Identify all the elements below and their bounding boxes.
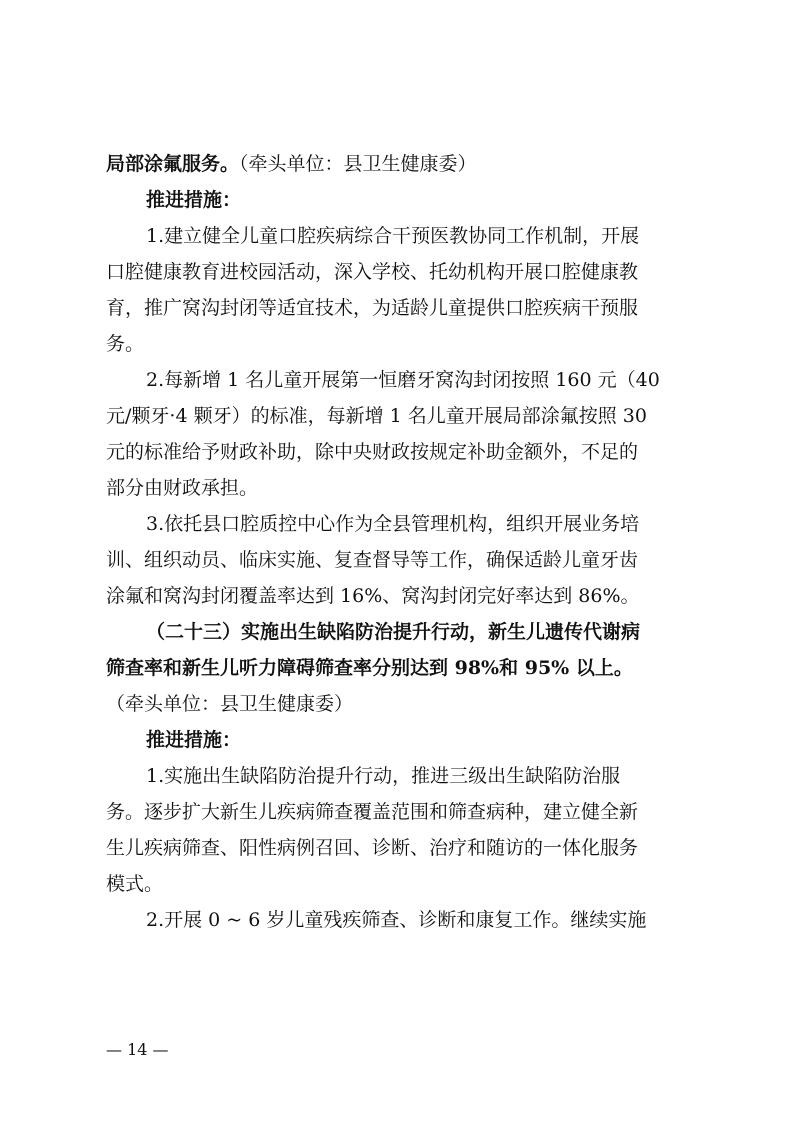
text-run: 育，推广窝沟封闭等适宜技术，为适龄儿童提供口腔疾病干预服 — [106, 297, 639, 319]
text-line — [106, 686, 696, 722]
text-run: 1.建立健全儿童口腔疾病综合干预医教协同工作机制，开展 — [146, 225, 640, 247]
text-line — [106, 218, 696, 254]
section-heading — [106, 722, 696, 758]
text-run: 2.每新增 1 名儿童开展第一恒磨牙窝沟封闭按照 160 元（40 — [146, 369, 660, 391]
text-run: 涂氟和窝沟封闭覆盖率达到 16%、窝沟封闭完好率达到 86%。 — [106, 585, 640, 607]
text-run: 训、组织动员、临床实施、复查督导等工作，确保适龄儿童牙齿 — [106, 549, 639, 571]
text-line — [106, 362, 696, 398]
text-run: 1.实施出生缺陷防治提升行动，推进三级出生缺陷防治服 — [146, 765, 621, 787]
text-line — [106, 434, 696, 470]
section-heading — [106, 614, 696, 650]
text-run: 2.开展 0 ~ 6 岁儿童残疾筛查、诊断和康复工作。继续实施 — [146, 909, 647, 931]
text-run: 推进措施： — [146, 729, 242, 751]
text-line — [106, 794, 696, 830]
text-run: 务。逐步扩大新生儿疾病筛查覆盖范围和筛查病种，建立健全新 — [106, 801, 639, 823]
text-line — [106, 254, 696, 290]
text-line — [106, 470, 696, 506]
text-line — [106, 830, 696, 866]
page-number: — 14 — — [106, 1040, 169, 1059]
text-line — [106, 578, 696, 614]
text-run: 筛查率和新生儿听力障碍筛查率分别达到 98%和 95% 以上。 — [106, 657, 633, 679]
section-heading — [106, 650, 696, 686]
text-run: 推进措施： — [146, 189, 242, 211]
text-run: 模式。 — [106, 873, 164, 895]
text-line — [106, 866, 696, 902]
text-line — [106, 542, 696, 578]
text-line — [106, 146, 696, 182]
section-heading — [106, 182, 696, 218]
text-run: 元的标准给予财政补助，除中央财政按规定补助金额外，不足的 — [106, 441, 639, 463]
text-run: （牵头单位：县卫生健康委） — [106, 693, 354, 715]
text-run: 生儿疾病筛查、阳性病例召回、诊断、治疗和随访的一体化服务 — [106, 837, 639, 859]
text-line — [106, 506, 696, 542]
text-line — [106, 398, 696, 434]
text-run: 元/颗牙·4 颗牙）的标准，每新增 1 名儿童开展局部涂氟按照 30 — [106, 405, 647, 427]
text-line — [106, 326, 696, 362]
text-run: （二十三）实施出生缺陷防治提升行动，新生儿遗传代谢病 — [146, 621, 641, 643]
text-run: 部分由财政承担。 — [106, 477, 259, 499]
text-run: 口腔健康教育进校园活动，深入学校、托幼机构开展口腔健康教 — [106, 261, 639, 283]
text-run: （牵头单位：县卫生健康委） — [239, 153, 477, 175]
text-run: 3.依托县口腔质控中心作为全县管理机构，组织开展业务培 — [146, 513, 640, 535]
text-line — [106, 758, 696, 794]
text-run: 务。 — [106, 333, 145, 355]
text-line — [106, 902, 696, 938]
text-run: 局部涂氟服务。 — [106, 153, 240, 175]
document-body — [106, 146, 696, 938]
text-line — [106, 290, 696, 326]
